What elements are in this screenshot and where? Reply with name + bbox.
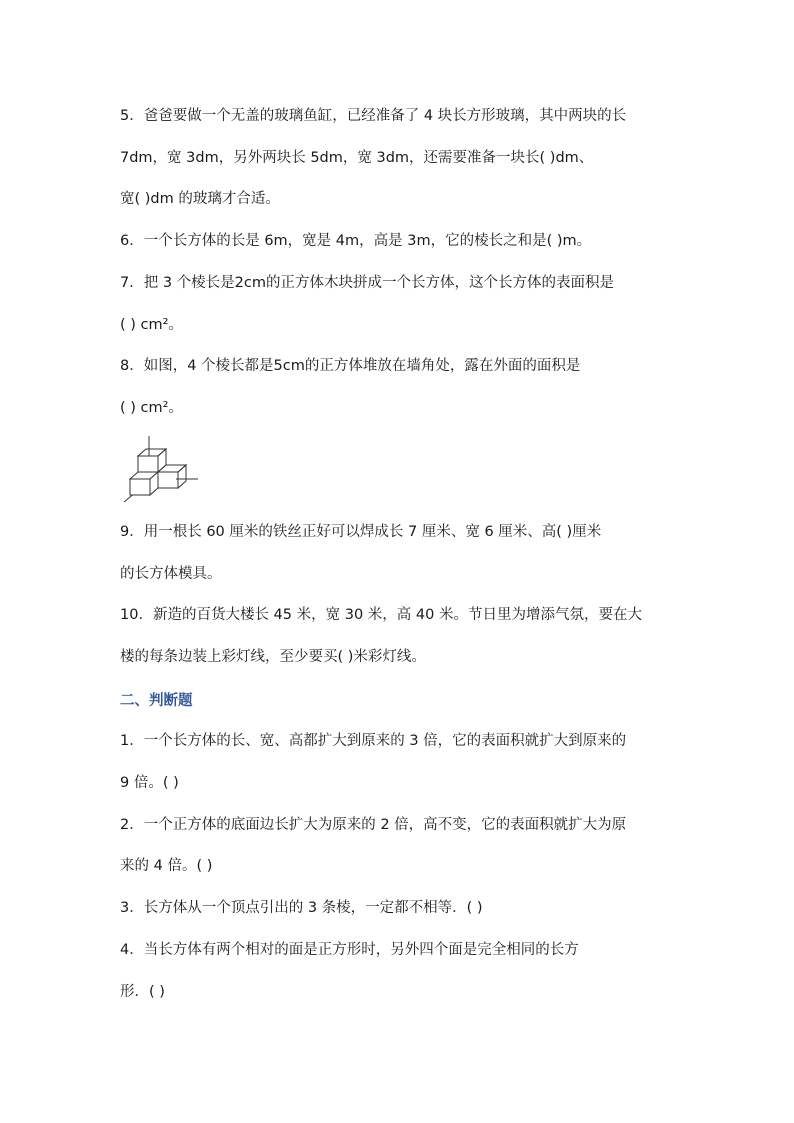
question-10-line-1: 10．新造的百货大楼长 45 米，宽 30 米，高 40 米。节日里为增添气氛，要在大 xyxy=(120,607,642,623)
question-5-line-2: 7dm，宽 3dm，另外两块长 5dm，宽 3dm，还需要准备一块长( )dm、 xyxy=(120,150,594,166)
question-8-line-1: 8．如图，4 个棱长都是5cm的正方体堆放在墙角处，露在外面的面积是 xyxy=(120,358,581,374)
question-5-line-1: 5．爸爸要做一个无盖的玻璃鱼缸，已经准备了 4 块长方形玻璃，其中两块的长 xyxy=(120,108,627,124)
judgment-2-line-2: 来的 4 倍。( ) xyxy=(120,858,213,874)
question-6-line-1: 6．一个长方体的长是 6m，宽是 4m，高是 3m，它的棱长之和是( )m。 xyxy=(120,233,592,249)
question-9-line-1: 9．用一根长 60 厘米的铁丝正好可以焊成长 7 厘米、宽 6 厘米、高( )厘米 xyxy=(120,524,602,540)
cube-bottom-right xyxy=(158,465,186,488)
judgment-4-line-1: 4．当长方体有两个相对的面是正方形时，另外四个面是完全相同的长方 xyxy=(120,942,579,958)
question-5-line-3: 宽( )dm 的玻璃才合适。 xyxy=(120,191,280,207)
question-10-line-2: 楼的每条边装上彩灯线，至少要买( )米彩灯线。 xyxy=(120,649,426,665)
question-7-line-2: ( ) cm²。 xyxy=(120,317,183,333)
judgment-1-line-2: 9 倍。( ) xyxy=(120,775,179,791)
question-7-line-1: 7．把 3 个棱长是2cm的正方体木块拼成一个长方体，这个长方体的表面积是 xyxy=(120,275,614,291)
section-title: 二、判断题 xyxy=(120,693,193,709)
question-9-line-2: 的长方体模具。 xyxy=(120,566,222,582)
judgment-3-line-1: 3．长方体从一个顶点引出的 3 条棱，一定都不相等．( ) xyxy=(120,900,483,916)
question-8-line-2: ( ) cm²。 xyxy=(120,400,183,416)
judgment-4-line-2: 形．( ) xyxy=(120,984,165,1000)
judgment-1-line-1: 1．一个长方体的长、宽、高都扩大到原来的 3 倍，它的表面积就扩大到原来的 xyxy=(120,733,627,749)
cube-front xyxy=(130,472,158,495)
stacked-cubes-figure xyxy=(118,428,202,508)
judgment-2-line-1: 2．一个正方体的底面边长扩大为原来的 2 倍，高不变，它的表面积就扩大为原 xyxy=(120,817,627,833)
